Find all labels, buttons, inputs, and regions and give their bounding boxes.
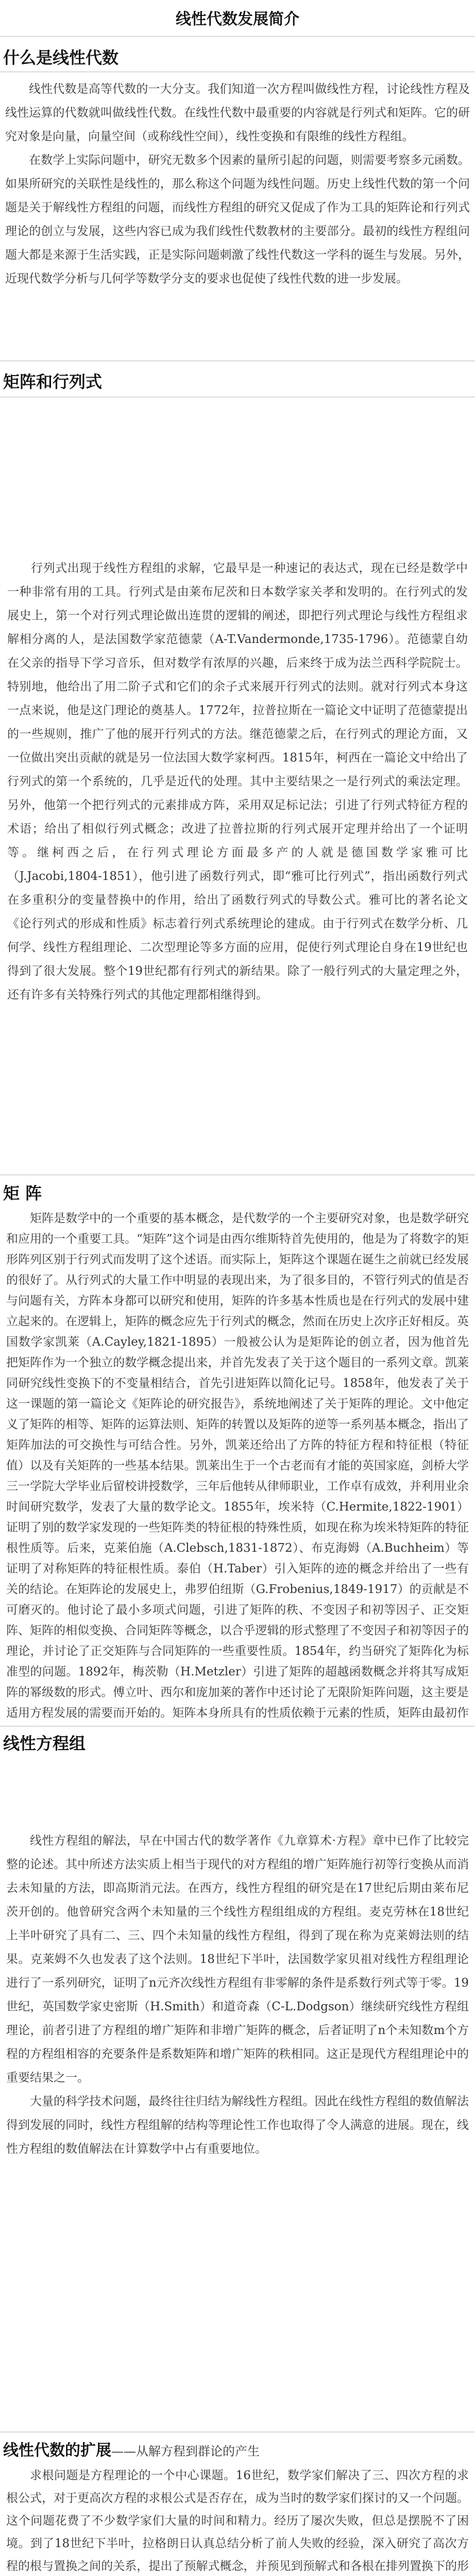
page-5 [0,2432,475,2576]
page-3 [0,1175,475,1721]
section-heading: 线性代数的扩展 [3,2442,111,2460]
document-title: 线性代数发展简介 [176,10,299,28]
section-subheading: ——从解方程到群论的产生 [111,2444,260,2459]
paragraph: 在数学上实际问题中，研究无数多个因素的量所引起的问题，则需要考察多元函数。如果所研究的关联性是线性的，那么称这个问题为线性问题。历史上线性代数的第一个问题是关于解线性方程组的问题，而线性方程组的研究又促成了作为工具的矩阵论和行列式理论的创立与发展，这些内容已成为我们线性代数教材的主要部分。最初的线性方程组问题大都是来源于生活实践，正是实际问题刺激了线性代数这一学科的诞生与发展。另外，近现代数学分析与几何学等数学分支的要求也促使了线性代数的进一步发展。 [5,154,470,285]
section-body [0,1772,475,2161]
section-heading: 矩阵和行列式 [3,372,103,392]
paragraph: 大量的科学技术问题，最终往往归结为解线性方程组。因此在线性方程组的数值解法得到发展的同时，线性方程组解的结构等理论性工作也取得了令人满意的进展。现在，线性方程组的数值解法在计算数学中占有重要地位。 [6,2095,469,2156]
page-1 [0,0,475,531]
paragraph: 矩阵是数学中的一个重要的基本概念，是代数学的一个主要研究对象，也是数学研究和应用的一个重要工具。“矩阵”这个词是由西尔维斯特首先使用的，他是为了将数字的矩形阵列区别于行列式而发明了这个述语。而实际上，矩阵这个课题在诞生之前就已经发展的很好了。从行列式的大量工作中明显的表现出来，为了很多目的，不管行列式的值是否与问题有关，方阵本身都可以研究和使用，矩阵的许多基本性质也是在行列式的发展中建立起来的。在逻辑上，矩阵的概念应先于行列式的概念，然而在历史上次序正好相反。英国数学家凯莱（A.Cayley,1821-1895）一般被公认为是矩阵论的创立者，因为他首先把矩阵作为一个独立的数学概念提出来，并首先发表了关于这个题目的一系列文章。凯莱同研究线性变换下的不变量相结合，首先引进矩阵以简化记号。1858年，他发表了关于这一课题的第一篇论文《矩阵论的研究报告》，系统地阐述了关于矩阵的理论。文中他定义了矩阵的相等、矩阵的运算法则、矩阵的转置以及矩阵的逆等一系列基本概念，指出了矩阵加法的可交换性与可结合性。另外，凯莱还给出了方阵的特征方程和特征根（特征值）以及有关矩阵的一些基本结果。凯莱出生于一个古老而有才能的英国家庭，剑桥大学三一学院大学毕业后留校讲授数学，三年后他转从律师职业，工作卓有成效，并利用业余时间研究数学，发表了大量的数学论文。1855年，埃米特（C.Hermite,1822-1901）证明了别的数学家发现的一些矩阵类的特征根的特殊性质，如现在称为埃米特矩阵的特征根性质等。后来，克莱伯施（A.Clebsch,1831-1872）、布克海姆（A.Buchheim）等证明了对称矩阵的特征根性质。泰伯（H.Taber）引入矩阵的迹的概念并给出了一些有关的结论。在矩阵论的发展史上，弗罗伯纽斯（G.Frobenius,1849-1917）的贡献是不可磨灭的。他讨论了最小多项式问题，引进了矩阵的秩、不变因子和初等因子、正交矩阵、矩阵的相似变换、合同矩阵等概念，以合乎逻辑的形式整理了不变因子和初等因子的理论，并讨论了正交矩阵与合同矩阵的一些重要性质。1854年，约当研究了矩阵化为标准型的问题。1892年，梅茨勒（H.Metzler）引进了矩阵的超越函数概念并将其写成矩阵的幂级数的形式。傅立叶、西尔和庞加莱的著作中还讨论了无限阶矩阵问题，这主要是适用方程发展的需要而开始的。矩阵本身所具有的性质依赖于元素的性质，矩阵由最初作 [6,1212,469,1720]
section-body [0,536,475,1007]
section-body [0,1204,475,1721]
paragraph: 线性方程组的解法，早在中国古代的数学著作《九章算术·方程》章中已作了比较完整的论述。其中所述方法实质上相当于现代的对方程组的增广矩阵施行初等行变换从而消去未知量的方法，即高斯消元法。在西方，线性方程组的研究是在17世纪后期由莱布尼茨开创的。他曾研究含两个未知量的三个线性方程组组成的方程组。麦克劳林在18世纪上半叶研究了具有二、三、四个未知量的线性方程组，得到了现在称为克莱姆法则的结果。克莱姆不久也发表了这个法则。18世纪下半叶，法国数学家贝祖对线性方程组理论进行了一系列研究，证明了n元齐次线性方程组有非零解的条件是系数行列式等于零。19世纪，英国数学家史密斯（H.Smith）和道奇森（C-L.Dodgson）继续研究线性方程组理论，前者引进了方程组的增广矩阵和非增广矩阵的概念，后者证明了n个未知数m个方程的方程组相容的充要条件是系数矩阵和增广矩阵的秩相同。这正是现代方程组理论中的重要结果之一。 [6,1834,469,2084]
page-4 [0,1772,475,2432]
section-heading-row [3,2437,475,2460]
heading-block [0,1726,475,1757]
section-heading: 线性方程组 [3,1734,86,1753]
section-heading: 什么是线性代数 [3,48,119,67]
section-heading: 矩 阵 [3,1183,42,1203]
section-body [0,2460,475,2576]
section-body [0,72,475,291]
paragraph: 线性代数是高等代数的一大分支。我们知道一次方程叫做线性方程，讨论线性方程及线性运算的代数就叫做线性代数。在线性代数中最重要的内容就是行列式和矩阵。它的研究对象是向量，向量空间（或称线性空间），线性变换和有限维的线性方程组。 [5,82,470,143]
title-divider [0,36,475,37]
paragraph: 行列式出现于线性方程组的求解，它最早是一种速记的表达式，现在已经是数学中一种非常有用的工具。行列式是由莱布尼茨和日本数学家关孝和发明的。在行列式的发展史上，第一个对行列式理论做出连贯的逻辑的阐述，即把行列式理论与线性方程组求解相分离的人，是法国数学家范德蒙（A-T.Vandermonde,1735-1796）。范德蒙自幼在父亲的指导下学习音乐，但对数学有浓厚的兴趣，后来终于成为法兰西科学院院士。特别地，他给出了用二阶子式和它们的余子式来展开行列式的法则。就对行列式本身这一点来说，他是这门理论的奠基人。1772年，拉普拉斯在一篇论文中证明了范德蒙提出的一些规则，推广了他的展开行列式的方法。继范德蒙之后，在行列式的理论方面，又一位做出突出贡献的就是另一位法国大数学家柯西。1815年，柯西在一篇论文中给出了行列式的第一个系统的，几乎是近代的处理。其中主要结果之一是行列式的乘法定理。另外，他第一个把行列式的元素排成方阵，采用双足标记法；引进了行列式特征方程的术语；给出了相似行列式概念；改进了拉普拉斯的行列式展开定理并给出了一个证明等。继柯西之后，在行列式理论方面最多产的人就是德国数学家雅可比（J.Jacobi,1804-1851），他引进了函数行列式，即“雅可比行列式”，指出函数行列式在多重积分的变量替换中的作用，给出了函数行列式的导数公式。雅可比的著名论文《论行列式的形成和性质》标志着行列式系统理论的建成。由于行列式在数学分析、几何学、线性方程组理论、二次型理论等多方面的应用，促使行列式理论自身在19世纪也得到了很大发展。整个19世纪都有行列式的新结果。除了一般行列式的大量定理之外，还有许多有关特殊行列式的其他定理都相继得到。 [7,562,468,1002]
paragraph: 求根问题是方程理论的一个中心课题。16世纪，数学家们解决了三、四次方程的求根公式，对于更高次方程的求根公式是否存在，成为当时的数学家们探讨的又一个问题。这个问题花费了不少数学家们大量的时间和精力。经历了屡次失败，但总是摆脱不了困境。到了18世纪下半叶，拉格朗日认真总结分析了前人失败的经验，深入研究了高次方程的根与置换之间的关系，提出了预解式概念，并预见到预解式和各根在排列置换下的形 [6,2469,469,2573]
